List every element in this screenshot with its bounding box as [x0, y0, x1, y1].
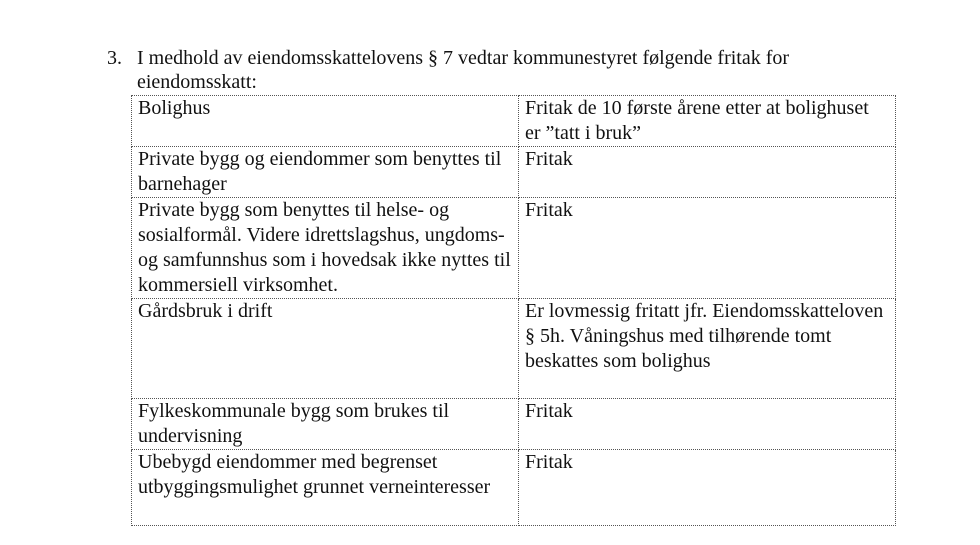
property-cell: Bolighus [132, 96, 519, 147]
section-number: 3. [107, 47, 122, 69]
exemption-cell: Fritak [519, 198, 896, 299]
table-row [132, 147, 896, 198]
property-cell: Ubebygd eiendommer med begrenset utbyggingsmulighet grunnet verneinteresser [132, 450, 519, 526]
exemption-cell: Fritak [519, 147, 896, 198]
exemption-cell: Fritak [519, 450, 896, 526]
exemption-cell: Er lovmessig fritatt jfr. Eiendomsskatteloven § 5h. Våningshus med tilhørende tomt beskattes som bolighus [519, 299, 896, 399]
table-row [132, 96, 896, 147]
exemption-table [131, 95, 896, 526]
table-row [132, 399, 896, 450]
exemption-cell: Fritak [519, 399, 896, 450]
property-cell: Private bygg og eiendommer som benyttes til barnehager [132, 147, 519, 198]
section-intro-text: I medhold av eiendomsskattelovens § 7 vedtar kommunestyret følgende fritak for eiendomsskatt: [137, 47, 790, 93]
property-cell: Private bygg som benyttes til helse- og sosialformål. Videre idrettslagshus, ungdoms- og samfunnshus som i hovedsak ikke nyttes til kommersiell virksomhet. [132, 198, 519, 299]
exemption-cell: Fritak de 10 første årene etter at bolighuset er ”tatt i bruk” [519, 96, 896, 147]
table-row [132, 198, 896, 299]
table-row [132, 299, 896, 399]
property-cell: Gårdsbruk i drift [132, 299, 519, 399]
property-cell: Fylkeskommunale bygg som brukes til undervisning [132, 399, 519, 450]
table-row [132, 450, 896, 526]
